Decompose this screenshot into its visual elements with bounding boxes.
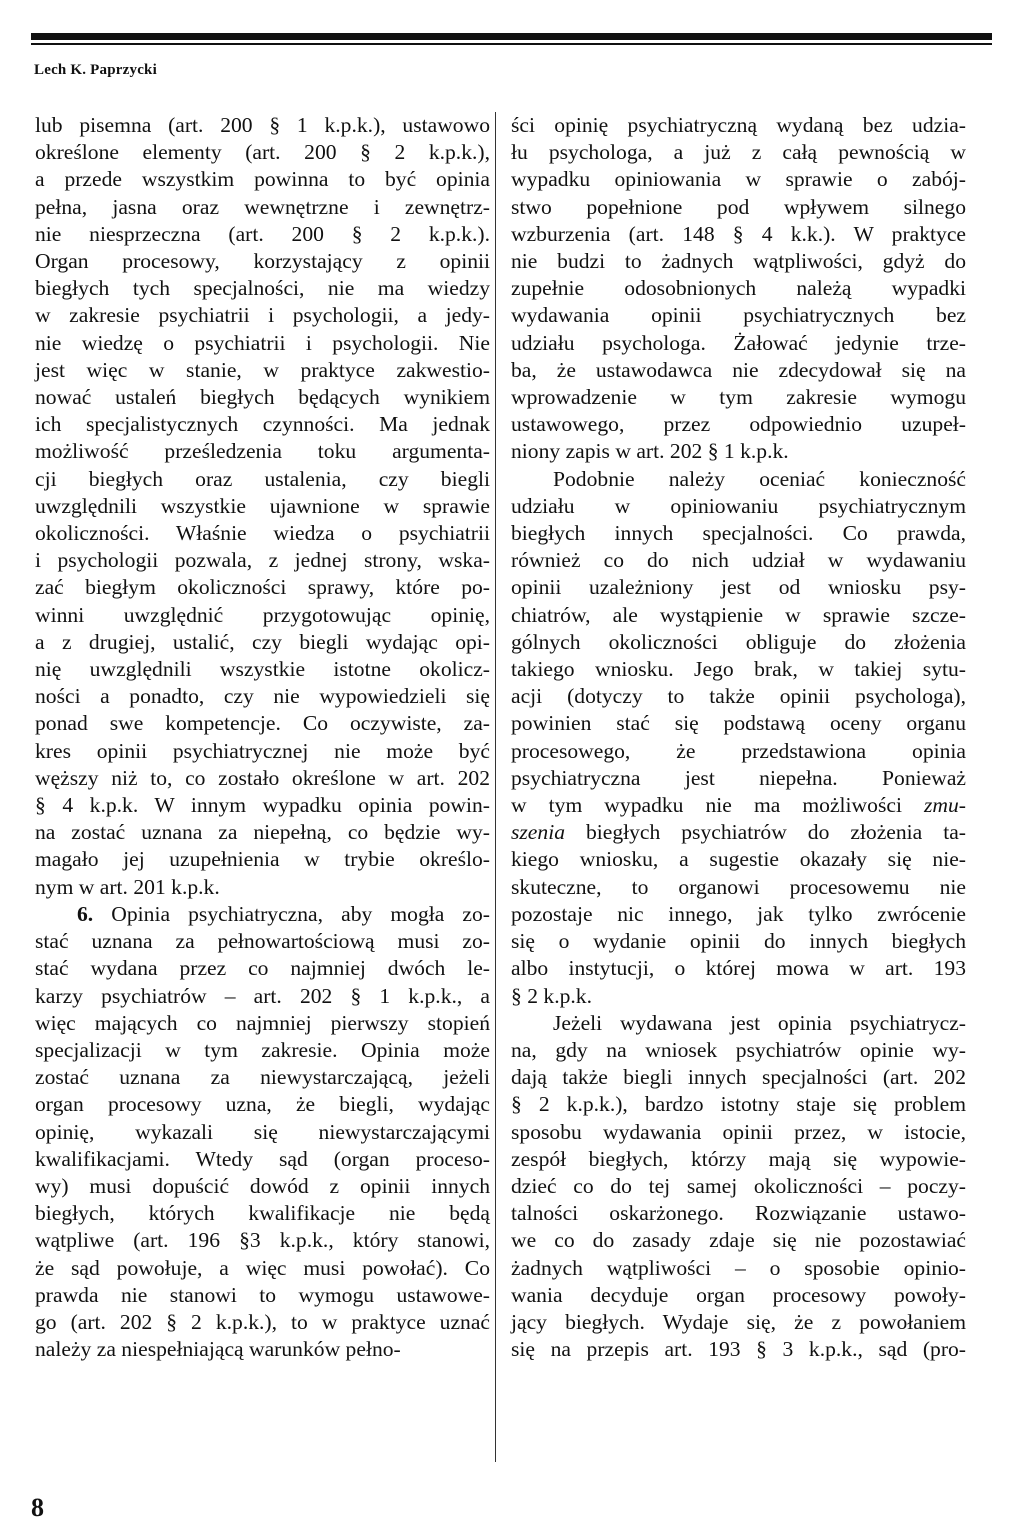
text-line: Jeżeli wydawana jest opinia psychiatrycz-	[553, 1010, 966, 1035]
text-line: w zakresie psychiatrii i psychologii, a jedy-	[35, 303, 490, 328]
right-paragraph-2-emphasis-line-2	[511, 819, 966, 846]
text-line: organ procesowy uzna, że biegli, wydając	[35, 1092, 490, 1117]
text-line: kres opinii psychiatrycznej nie może być	[35, 738, 490, 763]
text-line: nie wiedzę o psychiatrii i psychologii. Nie	[35, 330, 490, 355]
right-paragraph-3	[511, 1010, 966, 1364]
text-line: ba, że ustawodawca nie zdecydował się na	[511, 357, 966, 382]
page-number: 8	[31, 1493, 44, 1522]
text-line: okoliczności. Właśnie wiedza o psychiatrii	[35, 521, 490, 546]
text-line: niony zapis w art. 202 § 1 k.p.k.	[511, 439, 789, 464]
text-line: § 2 k.p.k.	[511, 983, 592, 1008]
text-line: powinien stać się podstawą oceny organu	[511, 711, 966, 736]
text-line: talności oskarżonego. Rozwiązanie ustawo-	[511, 1201, 966, 1226]
text-line: procesowego, że przedstawiona opinia	[511, 738, 966, 763]
text-line: lub pisemna (art. 200 § 1 k.p.k.), ustawowo	[35, 113, 490, 137]
right-paragraph-2-emphasis-line	[511, 792, 966, 819]
right-paragraph-2-continued	[511, 846, 966, 1009]
text-line: a przede wszystkim powinna to być opinia	[35, 167, 490, 192]
text-line: na, gdy na wniosek psychiatrów opinie wy-	[511, 1037, 966, 1062]
text-line: należy za niespełniającą warunków pełno-	[35, 1337, 401, 1362]
text-line: żadnych wątpliwości – o sposobie opinio-	[511, 1255, 966, 1280]
header-rule-thin	[31, 43, 992, 45]
text-line: udziału psychologa. Żałować jedynie trze-	[511, 330, 966, 355]
text-line: nować ustaleń biegłych będących wynikiem	[35, 385, 490, 410]
right-paragraph-2	[511, 466, 966, 792]
text-line: zupełnie odosobnionych należą wypadki	[511, 276, 966, 301]
text-line: ponad swe kompetencje. Co oczywiste, za-	[35, 711, 490, 736]
text-line: kwalifikacjami. Wtedy sąd (organ proceso-	[35, 1146, 490, 1171]
emphasis-word-zmu: zmu-	[924, 793, 966, 818]
text-line: opinię, wykazali się niewystarczającymi	[35, 1119, 490, 1144]
text-line: § 4 k.p.k. W innym wypadku opinia powin-	[35, 793, 490, 818]
text-line: na zostać uznana za niepełną, co będzie wy-	[35, 820, 490, 845]
text-line: wzburzenia (art. 148 § 4 k.k.). W praktyce	[511, 221, 966, 246]
text-line: we co do zasady zdaje się nie pozostawiać	[511, 1228, 966, 1253]
text-line: psychiatryczna jest niepełna. Ponieważ	[511, 765, 966, 790]
header-rule-thick	[31, 33, 992, 40]
text-line: skuteczne, to organowi procesowemu nie	[511, 874, 966, 899]
text-line: biegłych innych specjalności. Co prawda,	[511, 521, 966, 546]
text-line: a z drugiej, ustalić, czy biegli wydając opi-	[35, 629, 490, 654]
text-line: węższy niż to, co zostało określone w art. 202	[35, 765, 490, 790]
text-line: jest więc w stanie, w praktyce zakwestio-	[35, 357, 490, 382]
emphasis-line-pre: w tym wypadku nie ma możliwości	[511, 793, 924, 818]
text-line: zać biegłym okoliczności sprawy, które po-	[35, 575, 490, 600]
section-6-line-text: Opinia psychiatryczna, aby mogła zo-	[93, 901, 490, 926]
text-line: biegłych, których kwalifikacje nie będą	[35, 1201, 490, 1226]
text-line: że sąd powołuje, a więc musi powołać). Co	[35, 1255, 490, 1280]
text-line: nym w art. 201 k.p.k.	[35, 874, 220, 899]
text-line: zespół biegłych, którzy mają się wypowie-	[511, 1146, 966, 1171]
text-line: nie budzi to żadnych wątpliwości, gdyż do	[511, 249, 966, 274]
column-divider	[495, 112, 496, 1462]
text-line: ści opinię psychiatryczną wydaną bez udzia-	[511, 113, 966, 137]
text-line: również co do nich udział w wydawaniu	[511, 548, 966, 573]
text-line: stać wydana przez co najmniej dwóch le-	[35, 956, 490, 981]
text-line: Podobnie należy oceniać konieczność	[553, 466, 966, 491]
text-line: § 2 k.p.k.), bardzo istotny staje się problem	[511, 1092, 966, 1117]
text-line: pozostaje nic innego, jak tylko zwrócenie	[511, 901, 966, 926]
text-line: wydawania opinii psychiatrycznych bez	[511, 303, 966, 328]
left-column-text-block-2	[35, 928, 490, 1363]
text-line: ich specjalistycznych czynności. Ma jednak	[35, 412, 490, 437]
left-column-text-block-1	[35, 112, 490, 901]
text-line: go (art. 202 § 2 k.p.k.), to w praktyce uznać	[35, 1309, 490, 1334]
text-line: stać uznana za pełnowartościową musi zo-	[35, 929, 490, 954]
text-line: łu psychologa, a już z całą pewnością w	[511, 140, 966, 165]
text-line: wy) musi dopuścić dowód z opinii innych	[35, 1173, 490, 1198]
text-line: wprowadzenie w tym zakresie wymogu	[511, 385, 966, 410]
text-line: więc mających co najmniej pierwszy stopień	[35, 1010, 490, 1035]
text-line: takiego wniosku. Jego brak, w takiej sytu-	[511, 657, 966, 682]
text-line: nię uwzględnili wszystkie istotne okolicz-	[35, 657, 490, 682]
text-line: jący biegłych. Wydaje się, że z powołaniem	[511, 1309, 966, 1334]
text-line: ności a ponadto, czy nie wypowiedzieli się	[35, 684, 490, 709]
text-line: karzy psychiatrów – art. 202 § 1 k.p.k., a	[35, 983, 490, 1008]
text-line: magało jej uzupełnienia w trybie określo-	[35, 847, 490, 872]
text-line: zostać uznana za niewystarczającą, jeżeli	[35, 1065, 490, 1090]
right-paragraph-1	[511, 112, 966, 466]
section-number: 6.	[77, 901, 94, 926]
text-line: kiego wniosku, a sugestie okazały się nie-	[511, 847, 966, 872]
text-line: winni uwzględnić przygotowując opinię,	[35, 602, 490, 627]
text-line: wypadku opiniowania w sprawie o zabój-	[511, 167, 966, 192]
text-line: chiatrów, ale wystąpienie w sprawie szcze-	[511, 602, 966, 627]
text-line: wania decyduje organ procesowy powoły-	[511, 1282, 966, 1307]
text-line: biegłych tych specjalności, nie ma wiedzy	[35, 276, 490, 301]
text-line: sposobu wydawania opinii przez, w istocie,	[511, 1119, 966, 1144]
text-line: cji biegłych oraz ustalenia, czy biegli	[35, 466, 490, 491]
text-line: stwo popełnione pod wpływem silnego	[511, 194, 966, 219]
emphasis-word-szenia: szenia	[511, 820, 565, 845]
left-column	[35, 112, 490, 1363]
text-line: udziału w opiniowaniu psychiatrycznym	[511, 493, 966, 518]
text-line: pełna, jasna oraz wewnętrzne i zewnętrz-	[35, 194, 490, 219]
text-line: gólnych okoliczności obliguje do złożenia	[511, 629, 966, 654]
text-line: wątpliwe (art. 196 §3 k.p.k., który stanowi,	[35, 1228, 490, 1253]
text-line: specjalizacji w tym zakresie. Opinia może	[35, 1037, 490, 1062]
text-line: i psychologii pozwala, z jednej strony, wska-	[35, 548, 490, 573]
text-line: możliwość prześledzenia toku argumenta-	[35, 439, 490, 464]
text-line: prawda nie stanowi to wymogu ustawowe-	[35, 1282, 490, 1307]
text-line: się o wydanie opinii do innych biegłych	[511, 929, 966, 954]
section-6-first-line	[35, 901, 490, 928]
text-line: albo instytucji, o której mowa w art. 193	[511, 956, 966, 981]
running-head-author: Lech K. Paprzycki	[34, 62, 157, 78]
text-line: się na przepis art. 193 § 3 k.p.k., sąd (pro-	[511, 1337, 966, 1362]
right-column	[511, 112, 966, 1363]
text-line: nie niesprzeczna (art. 200 § 2 k.p.k.).	[35, 221, 490, 246]
text-line: Organ procesowy, korzystający z opinii	[35, 249, 490, 274]
text-line: opinii uzależniony jest od wniosku psy-	[511, 575, 966, 600]
text-line: ustawowego, przez odpowiednio uzupeł-	[511, 412, 966, 437]
text-line: dzieć co do tej samej okoliczności – poczy-	[511, 1173, 966, 1198]
emphasis-line-post: biegłych psychiatrów do złożenia ta-	[564, 820, 966, 845]
text-line: uwzględnili wszystkie ujawnione w sprawie	[35, 493, 490, 518]
text-line: dają także biegli innych specjalności (art. 202	[511, 1065, 966, 1090]
text-line: acji (dotyczy to także opinii psychologa),	[511, 684, 966, 709]
text-line: określone elementy (art. 200 § 2 k.p.k.),	[35, 140, 490, 165]
